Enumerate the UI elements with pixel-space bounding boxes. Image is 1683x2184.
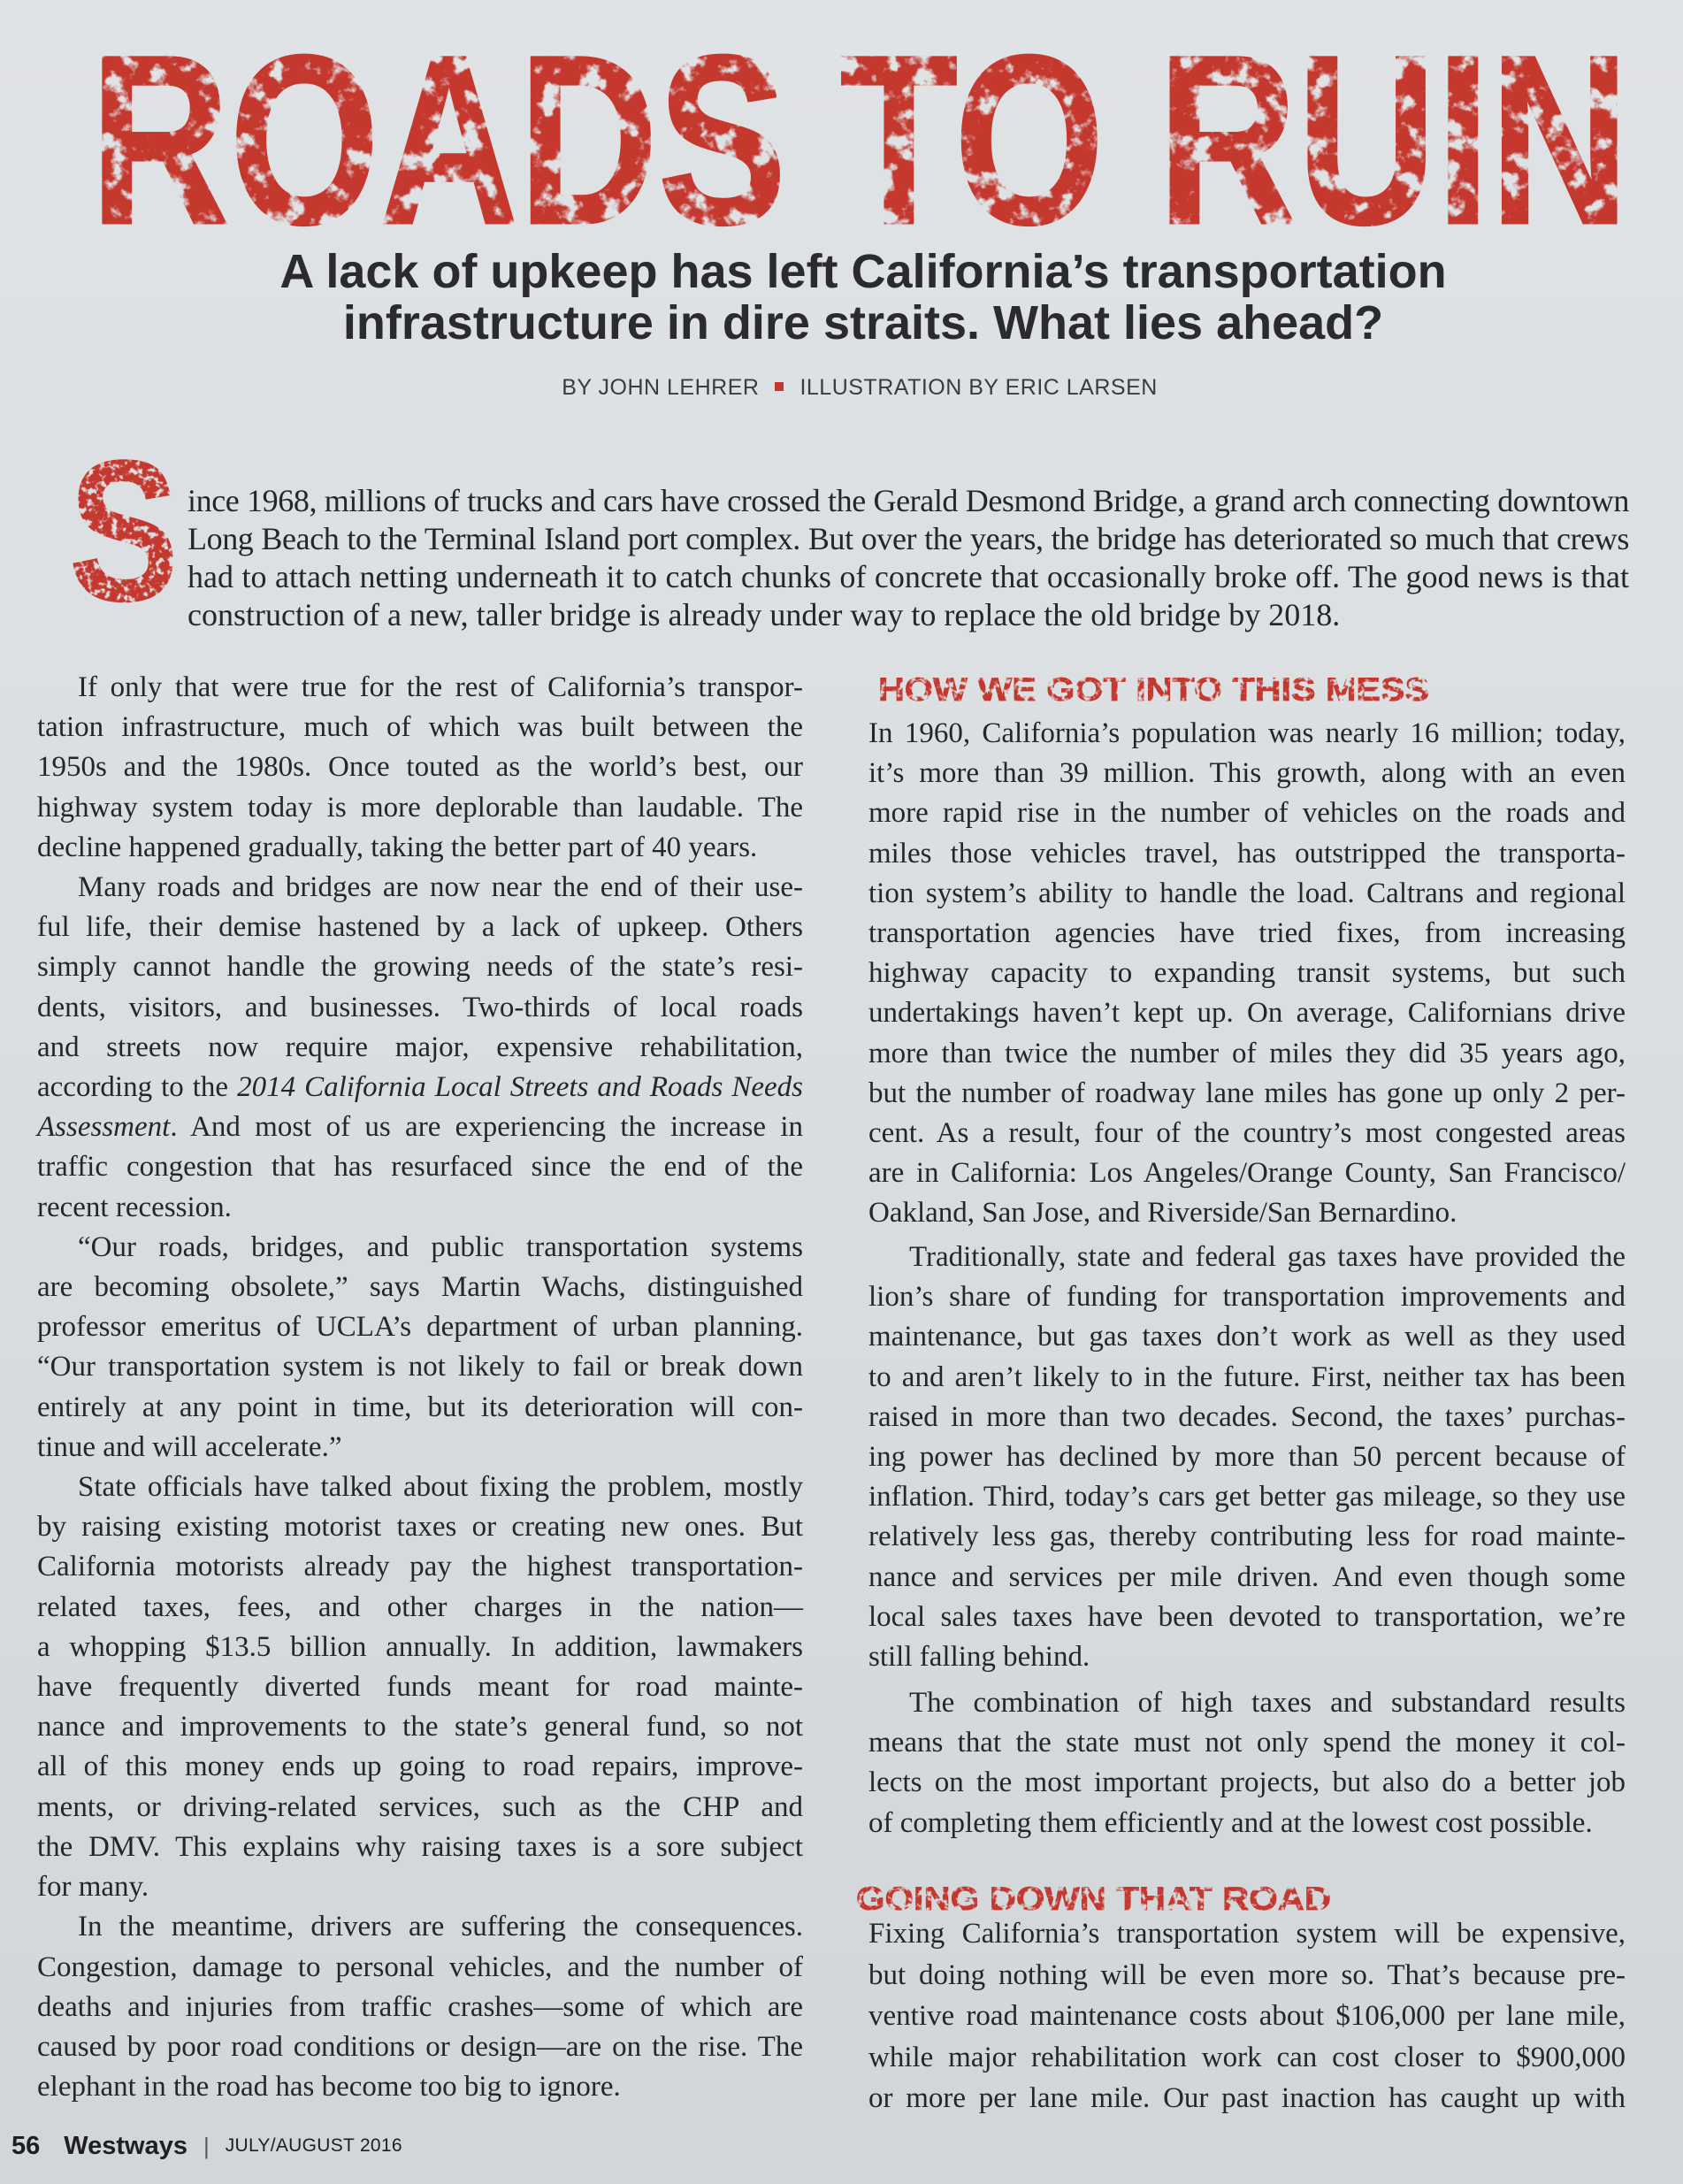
text-segment: . And most of us are experiencing the increase in [170, 1111, 803, 1144]
text-line: more than twice the number of miles they did 35 years ago, [868, 1037, 1626, 1069]
text-line: “Our transportation system is not likely to fail or break down [37, 1351, 803, 1383]
text-line: are in California: Los Angeles/Orange County, San Francisco/ [868, 1157, 1626, 1190]
text-line: ince 1968, millions of trucks and cars have crossed the Gerald Desmond Bridge, a grand arch connecting downtown [187, 483, 1629, 518]
text-line: miles those vehicles travel, has outstripped the transporta- [868, 837, 1626, 870]
text-line: raised in more than two decades. Second, the taxes’ purchas- [868, 1400, 1626, 1433]
text-line: In the meantime, drivers are suffering the consequences. [78, 1911, 803, 1943]
section-heading-how-we-got-into-this-mess [878, 670, 1432, 709]
text-line: In 1960, California’s population was nearly 16 million; today, [868, 717, 1626, 749]
text-line [37, 1068, 803, 1107]
text-line: nance and services per mile driven. And even though some [868, 1560, 1626, 1593]
text-line: professor emeritus of UCLA’s department of urban planning. [37, 1311, 803, 1344]
text-line: tinue and will accelerate.” [37, 1430, 342, 1463]
text-line: but the number of roadway lane miles has gone up only 2 per- [868, 1077, 1626, 1109]
text-line: while major rehabilitation work can cost closer to $900,000 [868, 2041, 1626, 2073]
text-line: lion’s share of funding for transportation improvements and [868, 1281, 1626, 1314]
footer-separator: | [203, 2132, 210, 2159]
byline-illustrator: ILLUSTRATION BY ERIC LARSEN [799, 375, 1158, 400]
byline-separator-square [775, 382, 784, 391]
text-line: but doing nothing will be even more so. That’s because pre- [868, 1958, 1626, 1991]
text-line: local sales taxes have been devoted to transportation, we’re [868, 1600, 1626, 1633]
text-line: had to attach netting underneath it to catch chunks of concrete that occasionally broke off. The good news is that [187, 559, 1629, 594]
text-line: all of this money ends up going to road repairs, improve- [37, 1751, 803, 1783]
left-column [37, 668, 803, 2107]
paragraph [868, 1238, 1626, 1677]
text-line: construction of a new, taller bridge is already under way to replace the old bridge by 2018. [187, 597, 1341, 632]
text-line: elephant in the road has become too big to ignore. [37, 2071, 621, 2104]
text-line: Traditionally, state and federal gas taxes have provided the [909, 1241, 1626, 1273]
text-line: deaths and injuries from traffic crashes—some of which are [37, 1990, 803, 2023]
text-line: 1950s and the 1980s. Once touted as the world’s best, our [37, 751, 803, 784]
text-line: or more per lane mile. Our past inaction has caught up with [868, 2082, 1626, 2114]
text-line: inflation. Third, today’s cars get better gas mileage, so they use [868, 1481, 1626, 1513]
page-footer [11, 2128, 402, 2164]
text-line: ful life, their demise hastened by a lack of upkeep. Others [37, 911, 803, 944]
text-line: traffic congestion that has resurfaced since the end of the [37, 1151, 803, 1184]
text-line: “Our roads, bridges, and public transportation systems [78, 1230, 803, 1263]
text-line: for many. [37, 1871, 149, 1904]
magazine-name: Westways [64, 2131, 187, 2160]
text-line: highway system today is more deplorable than laudable. The [37, 791, 803, 824]
text-line: have frequently diverted funds meant for road mainte- [37, 1671, 803, 1704]
text-line: to and aren’t likely to in the future. First, neither tax has been [868, 1360, 1626, 1393]
paragraph [868, 714, 1626, 1234]
subtitle [88, 246, 1638, 349]
section-heading-going-down-that-road [856, 1879, 1334, 1918]
text-line: of completing them efficiently and at the lowest cost possible. [868, 1806, 1593, 1839]
text-line [37, 1107, 803, 1147]
intro-paragraph [187, 482, 1629, 634]
text-line: means that the state must not only spend the money it col- [868, 1727, 1626, 1759]
text-line: California motorists already pay the highest transportation- [37, 1551, 803, 1583]
text-line: ing power has declined by more than 50 percent because of [868, 1441, 1626, 1474]
text-line: a whopping $13.5 billion annually. In addition, lawmakers [37, 1630, 803, 1663]
text-line: recent recession. [37, 1191, 232, 1223]
paragraph [37, 1467, 803, 1907]
text-line: are becoming obsolete,” says Martin Wachs, distinguished [37, 1271, 803, 1304]
drop-cap [67, 418, 180, 642]
text-line: and streets now require major, expensive rehabilitation, [37, 1031, 803, 1063]
text-line: transportation agencies have tried fixes, from increasing [868, 917, 1626, 950]
text-line: maintenance, but gas taxes don’t work as well as they used [868, 1321, 1626, 1353]
text-line: decline happened gradually, taking the better part of 40 years. [37, 831, 758, 863]
italic-publication-title: 2014 California Local Streets and Roads Needs [237, 1071, 803, 1104]
drop-cap-letter: S [69, 418, 179, 642]
subtitle-line-2: infrastructure in dire straits. What lies ahead? [342, 296, 1384, 349]
text-line: Long Beach to the Terminal Island port complex. But over the years, the bridge has deteriorated so much that crews [187, 521, 1629, 556]
text-line: If only that were true for the rest of California’s transpor- [78, 671, 803, 703]
section-heading-text: HOW WE GOT INTO THIS MESS [878, 671, 1429, 708]
article-title-text: ROADS TO RUIN [90, 5, 1629, 274]
text-line: undertakings haven’t kept up. On average, Californians drive [868, 997, 1626, 1030]
section-heading-text: GOING DOWN THAT ROAD [856, 1881, 1331, 1917]
text-line: Many roads and bridges are now near the end of their use- [78, 871, 803, 904]
text-line: cent. As a result, four of the country’s most congested areas [868, 1117, 1626, 1150]
text-line: related taxes, fees, and other charges in the nation— [37, 1590, 803, 1623]
text-line: tion system’s ability to handle the load. Caltrans and regional [868, 877, 1626, 909]
byline-author: BY JOHN LEHRER [562, 375, 760, 400]
text-segment: according to the [37, 1071, 238, 1104]
text-line: ventive road maintenance costs about $106,000 per lane mile, [868, 2000, 1626, 2032]
text-line: Congestion, damage to personal vehicles, and the number of [37, 1950, 803, 1983]
text-line: the DMV. This explains why raising taxes is a sore subject [37, 1830, 803, 1863]
text-line: State officials have talked about fixing the problem, mostly [78, 1471, 803, 1504]
text-line: entirely at any point in time, but its deterioration will con- [37, 1391, 803, 1423]
paragraph [37, 1907, 803, 2107]
text-line: Fixing California’s transportation system will be expensive, [868, 1918, 1626, 1950]
text-line: still falling behind. [868, 1641, 1090, 1674]
text-line: simply cannot handle the growing needs of the state’s resi- [37, 951, 803, 984]
italic-publication-title: Assessment [37, 1111, 171, 1144]
text-line: caused by poor road conditions or design—are on the rise. The [37, 2030, 803, 2063]
text-line: highway capacity to expanding transit systems, but such [868, 957, 1626, 990]
paragraph [37, 1228, 803, 1467]
text-line: Oakland, San Jose, and Riverside/San Bernardino. [868, 1197, 1457, 1230]
byline [85, 374, 1634, 401]
text-line: nance and improvements to the state’s general fund, so not [37, 1711, 803, 1743]
text-line: it’s more than 39 million. This growth, along with an even [868, 757, 1626, 790]
paragraph [868, 1683, 1626, 1843]
issue-date: JULY/AUGUST 2016 [225, 2135, 402, 2156]
paragraph [37, 668, 803, 868]
paragraph [37, 868, 803, 1228]
text-line: The combination of high taxes and substandard results [909, 1687, 1626, 1719]
text-line: more rapid rise in the number of vehicles on the roads and [868, 797, 1626, 830]
text-line: tation infrastructure, much of which was built between the [37, 711, 803, 744]
text-line: lects on the most important projects, but also do a better job [868, 1766, 1626, 1799]
text-line: ments, or driving-related services, such as the CHP and [37, 1790, 803, 1823]
text-line: dents, visitors, and businesses. Two-thirds of local roads [37, 991, 803, 1023]
text-line: by raising existing motorist taxes or creating new ones. But [37, 1511, 803, 1544]
text-line: relatively less gas, thereby contributing less for road mainte- [868, 1521, 1626, 1553]
page-number: 56 [11, 2131, 41, 2160]
subtitle-line-1: A lack of upkeep has left California’s transportation [279, 245, 1447, 298]
paragraph [868, 1913, 1626, 2119]
